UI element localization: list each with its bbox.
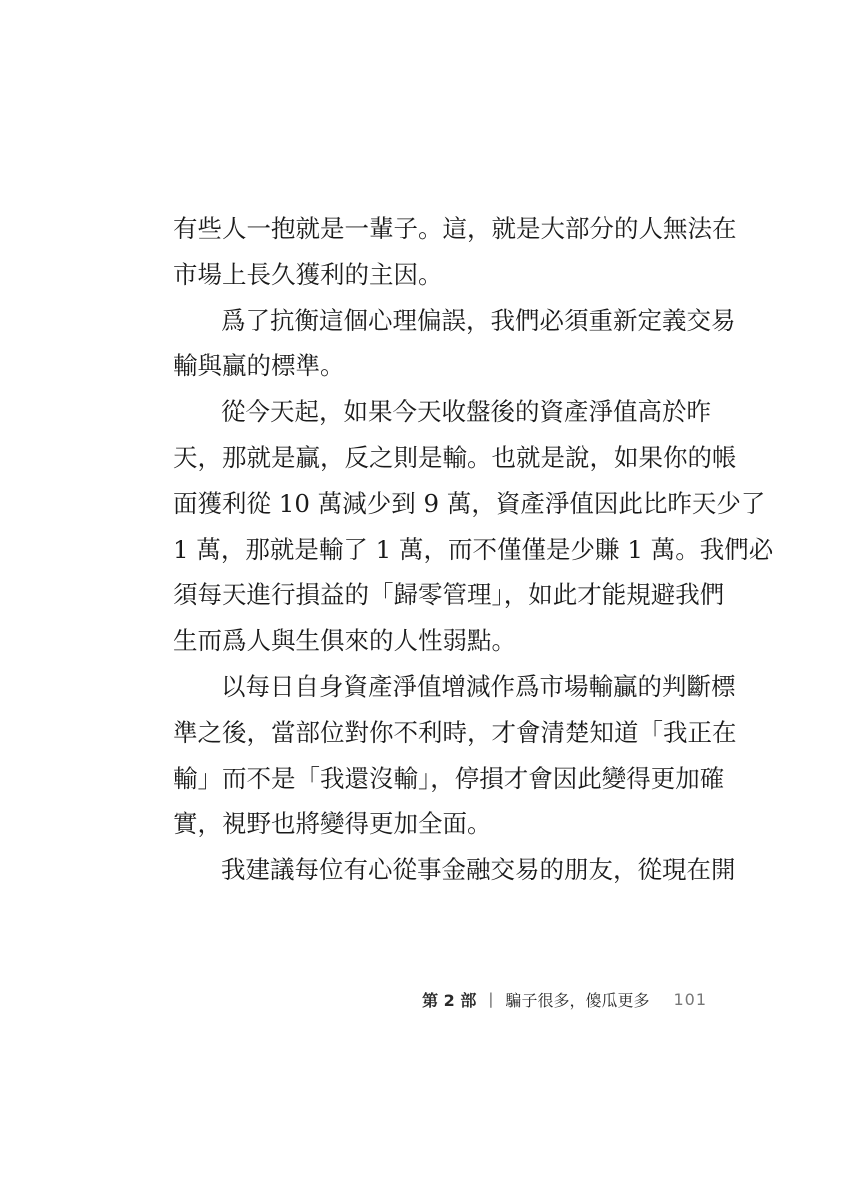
text-line: 須每天進行損益的「歸零管理」，如此才能規避我們 <box>173 580 725 610</box>
text-line: 輸」而不是「我還沒輸」，停損才會因此變得更加確 <box>173 763 725 793</box>
text-line: 1 萬，那就是輸了 1 萬，而不僅僅是少賺 1 萬。我們必 <box>173 534 774 564</box>
chapter-title: 騙子很多，傻瓜更多 <box>505 990 650 1010</box>
footer-separator: | <box>488 990 494 1008</box>
text-line: 市場上長久獲利的主因。 <box>173 259 443 289</box>
text-line: 實，視野也將變得更加全面。 <box>173 809 492 839</box>
part-label: 第 2 部 <box>422 990 477 1010</box>
text-line: 天，那就是贏，反之則是輸。也就是說，如果你的帳 <box>173 442 737 472</box>
text-line: 有些人一抱就是一輩子。這，就是大部分的人無法在 <box>173 214 737 243</box>
running-footer <box>422 985 707 1013</box>
page-number: 101 <box>673 989 707 1009</box>
paragraph-first-line: 從今天起，如果今天收盤後的資產淨值高於昨 <box>221 397 711 427</box>
text-line: 面獲利從 10 萬減少到 9 萬，資產淨值因此比昨天少了 <box>173 488 766 518</box>
paragraph-first-line: 我建議每位有心從事金融交易的朋友，從現在開 <box>221 855 736 885</box>
paragraph-first-line: 以每日自身資產淨值增減作爲市場輸贏的判斷標 <box>221 671 736 701</box>
text-line: 生而爲人與生俱來的人性弱點。 <box>173 626 516 656</box>
page-body <box>173 206 774 893</box>
paragraph-first-line: 爲了抗衡這個心理偏誤，我們必須重新定義交易 <box>221 305 736 335</box>
text-line: 準之後，當部位對你不利時，才會清楚知道「我正在 <box>173 717 737 747</box>
text-line: 輸與贏的標準。 <box>173 351 345 381</box>
